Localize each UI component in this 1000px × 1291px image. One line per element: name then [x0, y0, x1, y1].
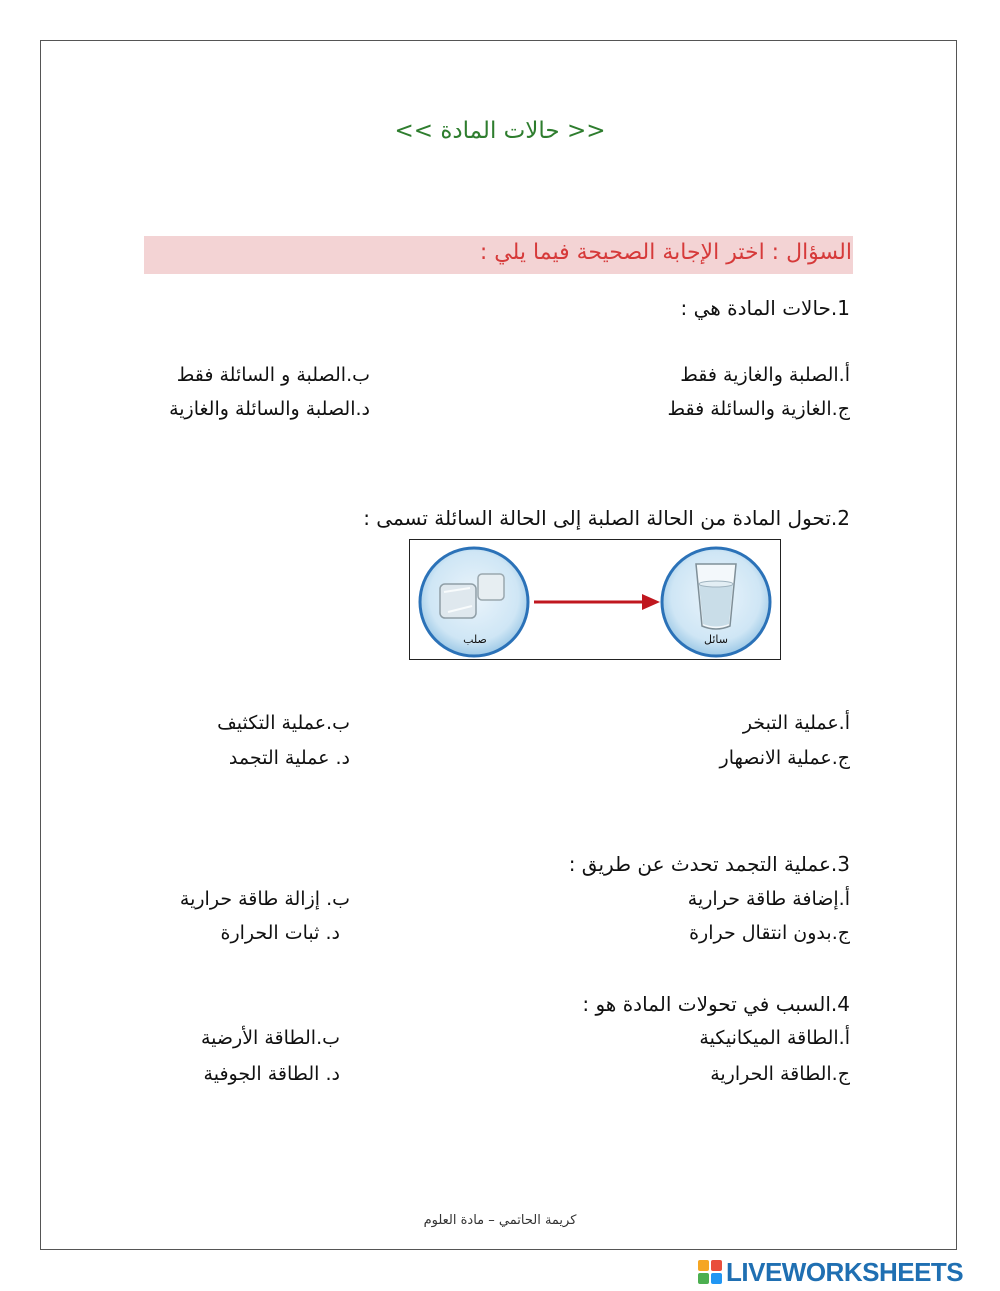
q3-option-a[interactable]: أ.إضافة طاقة حرارية — [687, 888, 850, 910]
q2-option-b[interactable]: ب.عملية التكثيف — [217, 712, 350, 734]
q3-option-d[interactable]: د. ثبات الحرارة — [220, 922, 340, 944]
q3-option-c[interactable]: ج.بدون انتقال حرارة — [689, 922, 850, 944]
q1-option-a[interactable]: أ.الصلبة والغازية فقط — [680, 364, 850, 386]
q2-option-c[interactable]: ج.عملية الانصهار — [719, 747, 850, 769]
q2-option-d[interactable]: د. عملية التجمد — [228, 747, 350, 769]
instruction-text: السؤال : اختر الإجابة الصحيحة فيما يلي : — [479, 240, 852, 265]
logo-blocks-icon — [698, 1260, 722, 1284]
question-4-prompt: 4.السبب في تحولات المادة هو : — [582, 992, 850, 1016]
q4-option-d[interactable]: د. الطاقة الجوفية — [203, 1063, 340, 1085]
q1-option-d[interactable]: د.الصلبة والسائلة والغازية — [169, 398, 370, 420]
liquid-label: سائل — [704, 633, 728, 646]
q3-option-b[interactable]: ب. إزالة طاقة حرارية — [179, 888, 350, 910]
q1-option-c[interactable]: ج.الغازية والسائلة فقط — [667, 398, 850, 420]
worksheet-footer: كريمة الحاتمي – مادة العلوم — [423, 1213, 577, 1228]
solid-label: صلب — [463, 633, 487, 646]
q4-option-a[interactable]: أ.الطاقة الميكانيكية — [699, 1027, 850, 1049]
liveworksheets-logo[interactable] — [698, 1258, 963, 1286]
worksheet-title: << حالات المادة >> — [394, 118, 606, 144]
q2-option-a[interactable]: أ.عملية التبخر — [742, 712, 850, 734]
question-2-prompt: 2.تحول المادة من الحالة الصلبة إلى الحالة السائلة تسمى : — [363, 506, 850, 530]
q1-option-b[interactable]: ب.الصلبة و السائلة فقط — [176, 364, 370, 386]
q4-option-b[interactable]: ب.الطاقة الأرضية — [200, 1027, 340, 1049]
question-3-prompt: 3.عملية التجمد تحدث عن طريق : — [568, 852, 850, 876]
question-1-prompt: 1.حالات المادة هي : — [680, 296, 850, 320]
solid-to-liquid-diagram — [409, 539, 781, 660]
water-glass-icon — [696, 564, 736, 629]
logo-text: LIVEWORKSHEETS — [726, 1256, 964, 1287]
arrow-right-icon — [534, 594, 660, 610]
q4-option-c[interactable]: ج.الطاقة الحرارية — [710, 1063, 850, 1085]
